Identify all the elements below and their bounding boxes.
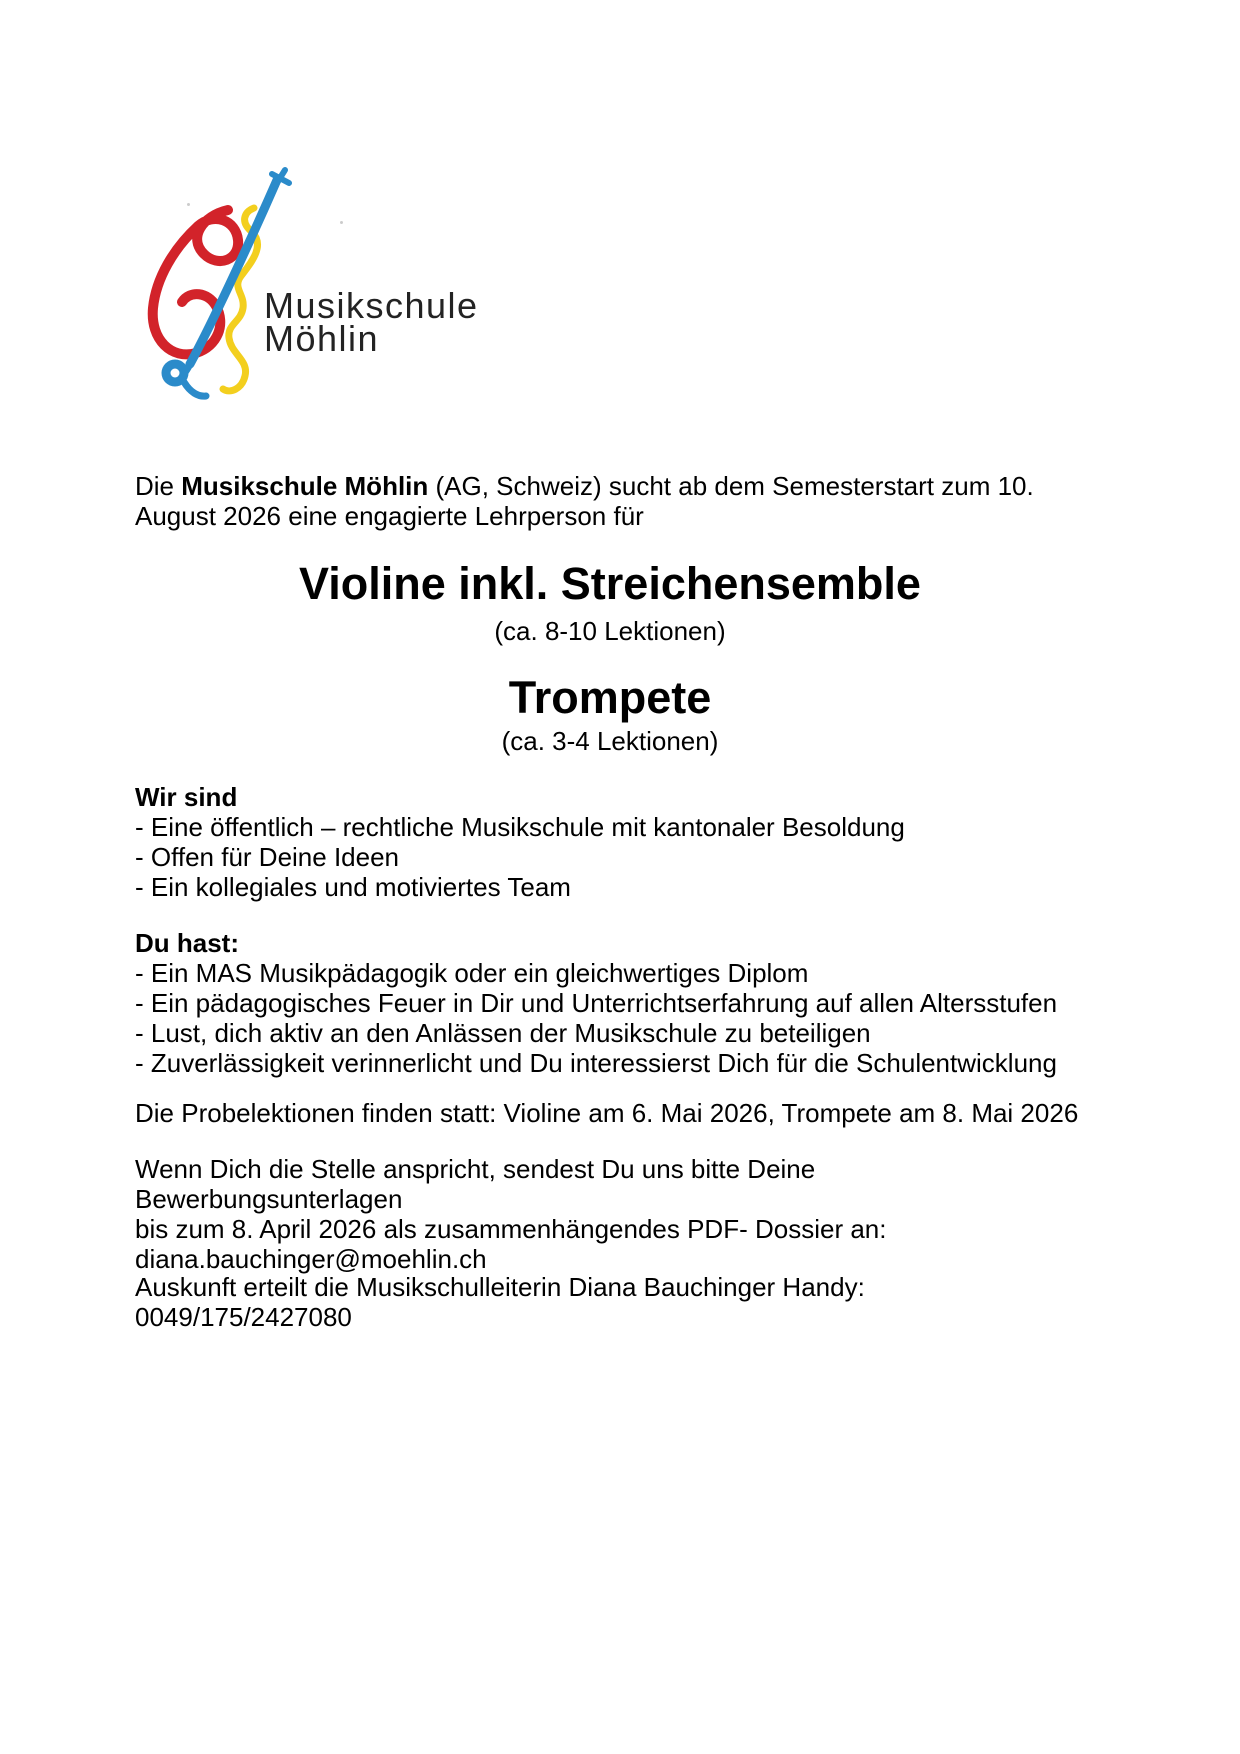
bewerbung-line: Wenn Dich die Stelle anspricht, sendest Du uns bitte Deine Bewerbungsunterlagen: [135, 1154, 816, 1214]
position-subtitle-violine: (ca. 8-10 Lektionen): [494, 616, 726, 646]
intro-text-post: (AG, Schweiz) sucht ab dem Semesterstart zum 10. August 2026 eine engagierte Lehrperson für: [135, 471, 1034, 531]
blue-scroll-peg: [272, 170, 289, 186]
logo-name-line1: Musikschule: [264, 285, 479, 326]
list-item: - Ein kollegiales und motiviertes Team: [135, 872, 571, 902]
logo-wordmark: [264, 285, 479, 359]
section-wir-sind: [135, 782, 1085, 902]
scan-speck: [340, 221, 343, 224]
logo-name-line2: Möhlin: [264, 318, 380, 359]
bewerbung-line: bis zum 8. April 2026 als zusammenhängendes PDF- Dossier an:: [135, 1214, 887, 1244]
position-title-violine: Violine inkl. Streichensemble: [299, 558, 921, 609]
section-du-hast: [135, 928, 1085, 1078]
section-heading: Wir sind: [135, 782, 238, 812]
list-item: - Ein pädagogisches Feuer in Dir und Unterrichtserfahrung auf allen Altersstufen: [135, 988, 1058, 1018]
list-item: - Offen für Deine Ideen: [135, 842, 400, 872]
position-subtitle-trompete: (ca. 3-4 Lektionen): [501, 726, 719, 756]
bewerbung-email: diana.bauchinger@moehlin.ch: [135, 1244, 487, 1274]
list-item: - Ein MAS Musikpädagogik oder ein gleichwertiges Diplom: [135, 958, 809, 988]
position-title-trompete: Trompete: [508, 672, 712, 723]
blue-spiral-hole: [171, 369, 180, 378]
bewerbung-paragraph: [135, 1154, 1085, 1274]
probelektionen-paragraph: Die Probelektionen finden statt: Violine am 6. Mai 2026, Trompete am 8. Mai 2026: [135, 1098, 1079, 1128]
list-item: - Lust, dich aktiv an den Anlässen der Musikschule zu beteiligen: [135, 1018, 871, 1048]
list-item: - Zuverlässigkeit verinnerlicht und Du interessierst Dich für die Schulentwicklung: [135, 1048, 1057, 1078]
scan-speck: [187, 203, 190, 206]
red-clef-shape: [153, 210, 238, 354]
intro-text-pre: Die: [135, 471, 182, 501]
intro-text-bold: Musikschule Möhlin: [181, 471, 429, 501]
list-item: - Eine öffentlich – rechtliche Musikschule mit kantonaler Besoldung: [135, 812, 905, 842]
auskunft-paragraph: Auskunft erteilt die Musikschulleiterin Diana Bauchinger Handy: 0049/175/2427080: [135, 1272, 865, 1332]
section-heading: Du hast:: [135, 928, 239, 958]
intro-paragraph: [135, 471, 1085, 531]
